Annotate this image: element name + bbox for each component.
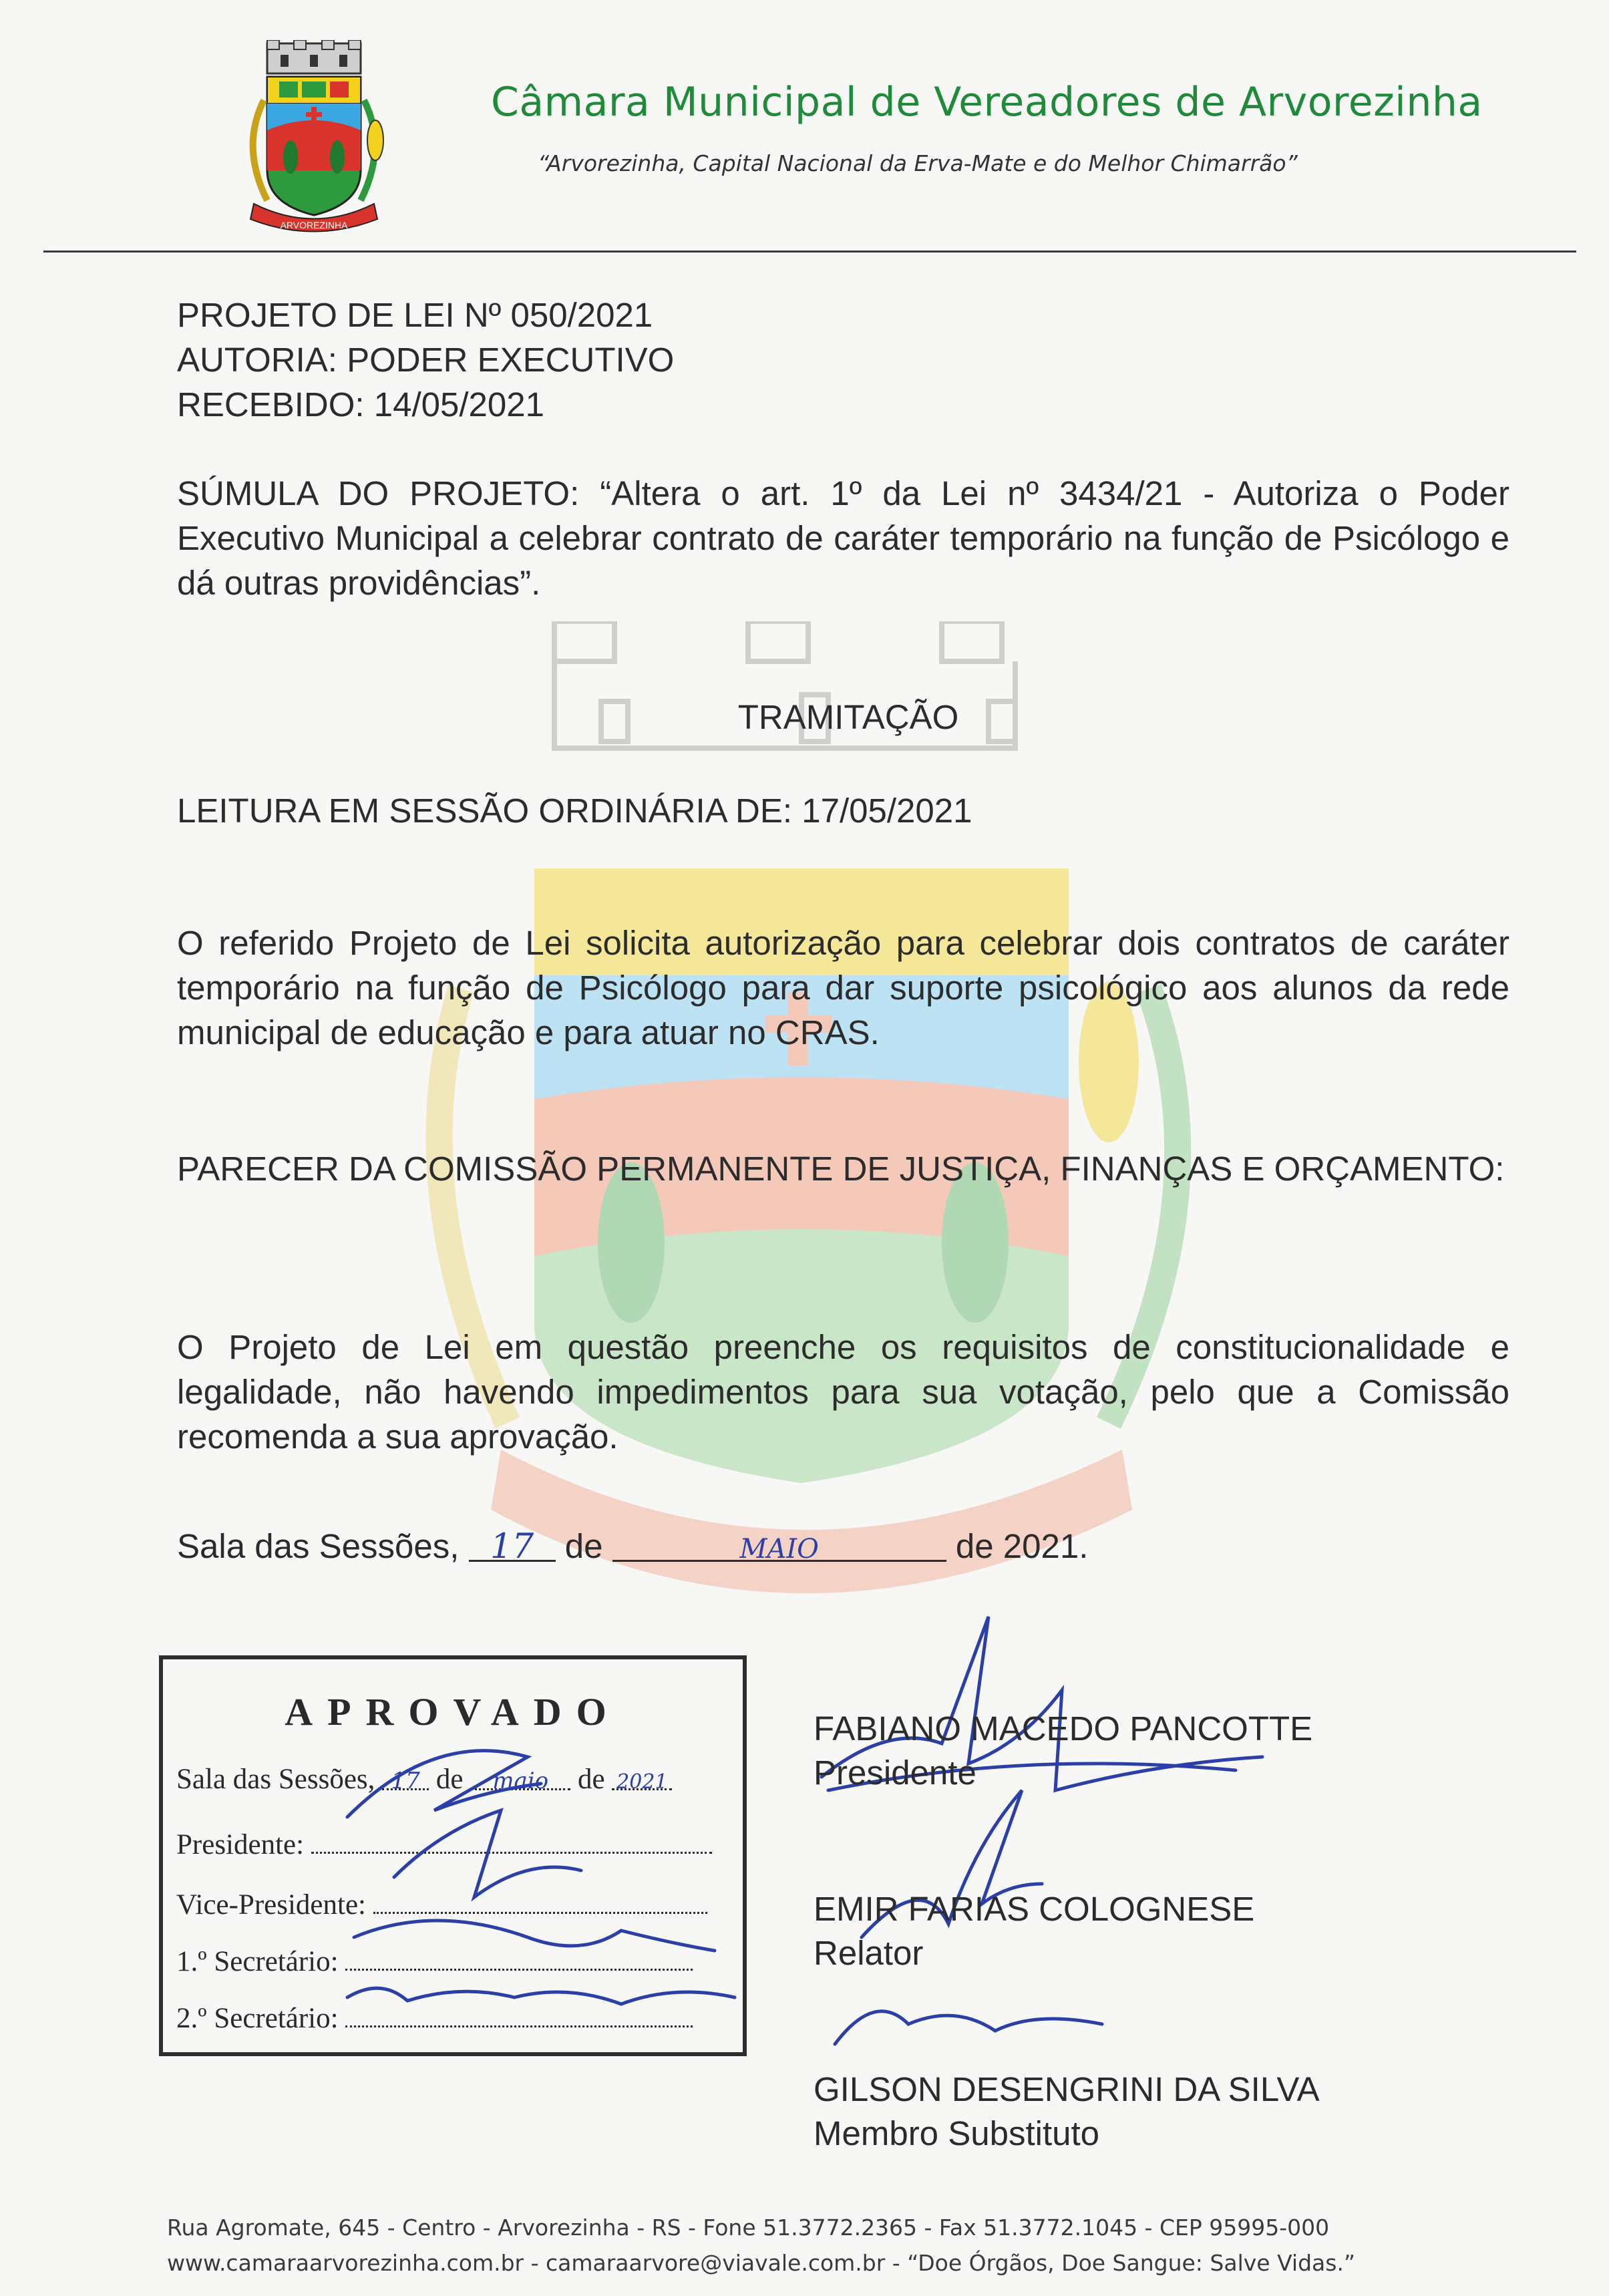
session-date-line — [177, 1526, 1088, 1566]
footer-contacts: www.camaraarvorezinha.com.br - camaraarvore@viavale.com.br - “Doe Órgãos, Doe Sangue: Salve Vidas.” — [167, 2250, 1356, 2276]
stamp-de-1: de — [435, 1764, 464, 1795]
stamp-first-secretary-signature — [354, 1921, 715, 1951]
parecer-heading: PARECER DA COMISSÃO PERMANENTE DE JUSTIÇA, FINANÇAS E ORÇAMENTO: — [177, 1150, 1505, 1188]
session-month-blank — [612, 1526, 946, 1565]
project-received: RECEBIDO: 14/05/2021 — [177, 385, 544, 424]
tramitacao-description: O referido Projeto de Lei solicita autorização para celebrar dois contratos de caráter temporário na função de Psicólogo para dar suporte psicológico aos alunos da rede municipal de educação e para atuar no CRAS. — [177, 924, 1509, 1051]
signature-scribbles — [154, 1590, 1302, 2071]
session-day: 17 — [490, 1527, 534, 1567]
session-day-blank — [469, 1526, 556, 1567]
session-date-de: de — [564, 1527, 603, 1565]
session-month: MAIO — [739, 1534, 819, 1565]
stamp-title: APROVADO — [285, 1690, 621, 1734]
institution-title: Câmara Municipal de Vereadores de Arvorezinha — [491, 79, 1483, 126]
stamp-second-secretary-signature — [347, 1988, 735, 2004]
project-authorship: AUTORIA: PODER EXECUTIVO — [177, 341, 675, 379]
institution-motto: “Arvorezinha, Capital Nacional da Erva-Mate e do Melhor Chimarrão” — [538, 150, 1298, 176]
stamp-vice-label: Vice-Presidente: — [176, 1889, 366, 1921]
parecer-text: O Projeto de Lei em questão preenche os requisitos de constitucionalidade e legalidade, não havendo impedimentos para sua votação, pelo que a Comissão recomenda a sua aprovação. — [177, 1328, 1509, 1456]
member-signature — [835, 2011, 1102, 2044]
stamp-day: 17 — [391, 1768, 420, 1794]
signatory-role: Relator — [814, 1934, 924, 1972]
project-summary: SÚMULA DO PROJETO: “Altera o art. 1º da Lei nº 3434/21 - Autoriza o Poder Executivo Municipal a celebrar contrato de caráter temporário na função de Psicólogo e dá outras providências”. — [177, 474, 1509, 602]
signatory-role: Membro Substituto — [814, 2114, 1100, 2152]
project-number: PROJETO DE LEI Nº 050/2021 — [177, 296, 653, 334]
signatory-member — [814, 2068, 1320, 2156]
signatory-name: GILSON DESENGRINI DA SILVA — [814, 2070, 1320, 2108]
signatory-relator — [814, 1887, 1254, 1975]
signatory-role: Presidente — [814, 1754, 976, 1792]
signatory-name: FABIANO MACEDO PANCOTTE — [814, 1709, 1313, 1748]
stamp-de-2: de — [577, 1764, 605, 1795]
tramitacao-heading: TRAMITAÇÃO — [737, 698, 959, 736]
signatory-president — [814, 1707, 1312, 1795]
project-meta — [177, 293, 674, 427]
signatory-name: EMIR FARIAS COLOGNESE — [814, 1890, 1255, 1928]
stamp-president-signature — [347, 1751, 541, 1817]
stamp-president-label: Presidente: — [176, 1829, 305, 1860]
stamp-month: maio — [492, 1768, 549, 1794]
stamp-first-secretary-label: 1.º Secretário: — [176, 1946, 339, 1977]
session-date-prefix: Sala das Sessões, — [177, 1527, 460, 1565]
header-divider — [43, 251, 1576, 253]
reading-session: LEITURA EM SESSÃO ORDINÁRIA DE: 17/05/2021 — [177, 792, 972, 830]
stamp-second-secretary-label: 2.º Secretário: — [176, 2003, 339, 2034]
municipal-crest-logo — [227, 40, 401, 240]
footer-address: Rua Agromate, 645 - Centro - Arvorezinha - RS - Fone 51.3772.2365 - Fax 51.3772.1045 - CEP 95995-000 — [167, 2215, 1330, 2241]
crest-banner-text: ARVOREZINHA — [280, 220, 348, 230]
stamp-session-label: Sala das Sessões, — [176, 1764, 375, 1795]
session-date-suffix: de 2021. — [955, 1527, 1089, 1565]
stamp-vice-signature — [394, 1810, 581, 1897]
stamp-year: 2021 — [616, 1770, 668, 1794]
